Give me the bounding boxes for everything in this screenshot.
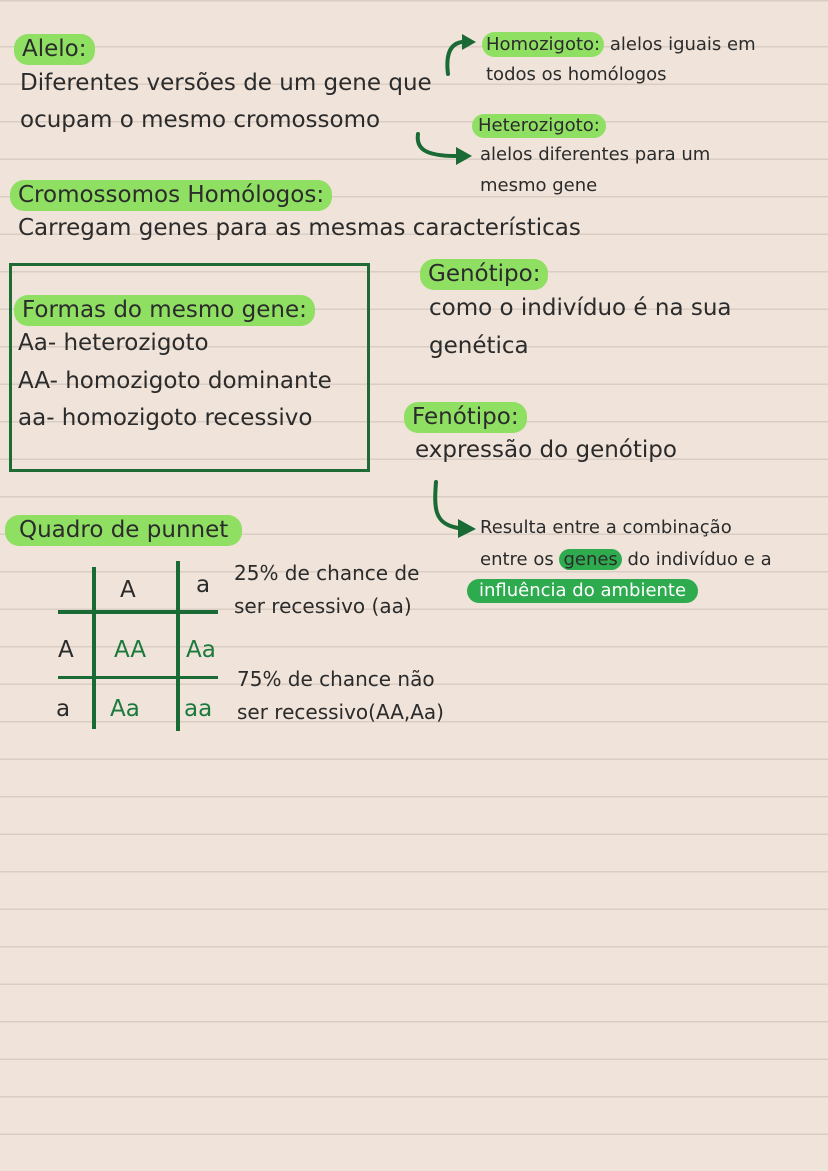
punnett-col-header: A (120, 577, 136, 603)
punnett-grid-line (92, 567, 96, 729)
formas-item: AA- homozigoto dominante (18, 368, 332, 394)
formas-item: Aa- heterozigoto (18, 330, 209, 356)
punnett-cell: Aa (186, 637, 216, 663)
result-post: do indivíduo e a (621, 549, 772, 570)
punnett-col-header: a (196, 572, 211, 598)
homozigoto-term: Homozigoto: (482, 32, 604, 57)
homozigoto-line1 (482, 36, 756, 54)
genotipo-line2: genética (429, 333, 529, 359)
heterozigoto-term: Heterozigoto: (472, 114, 606, 138)
genotipo-title: Genótipo: (420, 259, 548, 290)
formas-item: aa- homozigoto recessivo (18, 405, 313, 431)
punnett-cell: aa (184, 696, 213, 722)
homozigoto-line2: todos os homólogos (486, 64, 667, 85)
curved-arrow-icon (428, 480, 488, 550)
cromossomos-title: Cromossomos Homólogos: (10, 180, 332, 211)
result-line3: influência do ambiente (467, 579, 698, 603)
result-highlight: genes (559, 549, 621, 570)
curved-arrow-icon (440, 30, 480, 80)
heterozigoto-line3: mesmo gene (480, 175, 598, 196)
punnett-grid-line (176, 561, 180, 731)
punnett-note1-line2: ser recessivo (aa) (234, 594, 412, 618)
punnett-grid-line (58, 676, 218, 679)
punnett-note2-line1: 75% de chance não (237, 667, 435, 691)
fenotipo-line1: expressão do genótipo (415, 437, 677, 463)
alelo-title: Alelo: (14, 34, 95, 65)
result-line1: Resulta entre a combinação (480, 517, 732, 538)
genotipo-line1: como o indivíduo é na sua (429, 295, 732, 321)
result-pre: entre os (480, 549, 560, 570)
cromossomos-line1: Carregam genes para as mesmas características (18, 215, 581, 241)
homozigoto-rest: alelos iguais em (604, 34, 756, 55)
punnett-cell: AA (114, 637, 147, 663)
punnett-grid-line (58, 610, 218, 614)
punnett-note1-line1: 25% de chance de (234, 561, 420, 585)
punnett-row-header: A (58, 637, 74, 663)
alelo-line2: ocupam o mesmo cromossomo (20, 107, 381, 133)
punnett-row-header: a (56, 696, 71, 722)
alelo-line1: Diferentes versões de um gene que (20, 70, 432, 96)
curved-arrow-icon (410, 130, 480, 174)
fenotipo-title: Fenótipo: (404, 402, 527, 433)
punnett-cell: Aa (110, 696, 140, 722)
punnett-note2-line2: ser recessivo(AA,Aa) (237, 700, 444, 724)
formas-title: Formas do mesmo gene: (14, 295, 315, 326)
punnett-title: Quadro de punnet (5, 515, 242, 546)
heterozigoto-line2: alelos diferentes para um (480, 144, 711, 165)
result-line2 (480, 551, 772, 569)
